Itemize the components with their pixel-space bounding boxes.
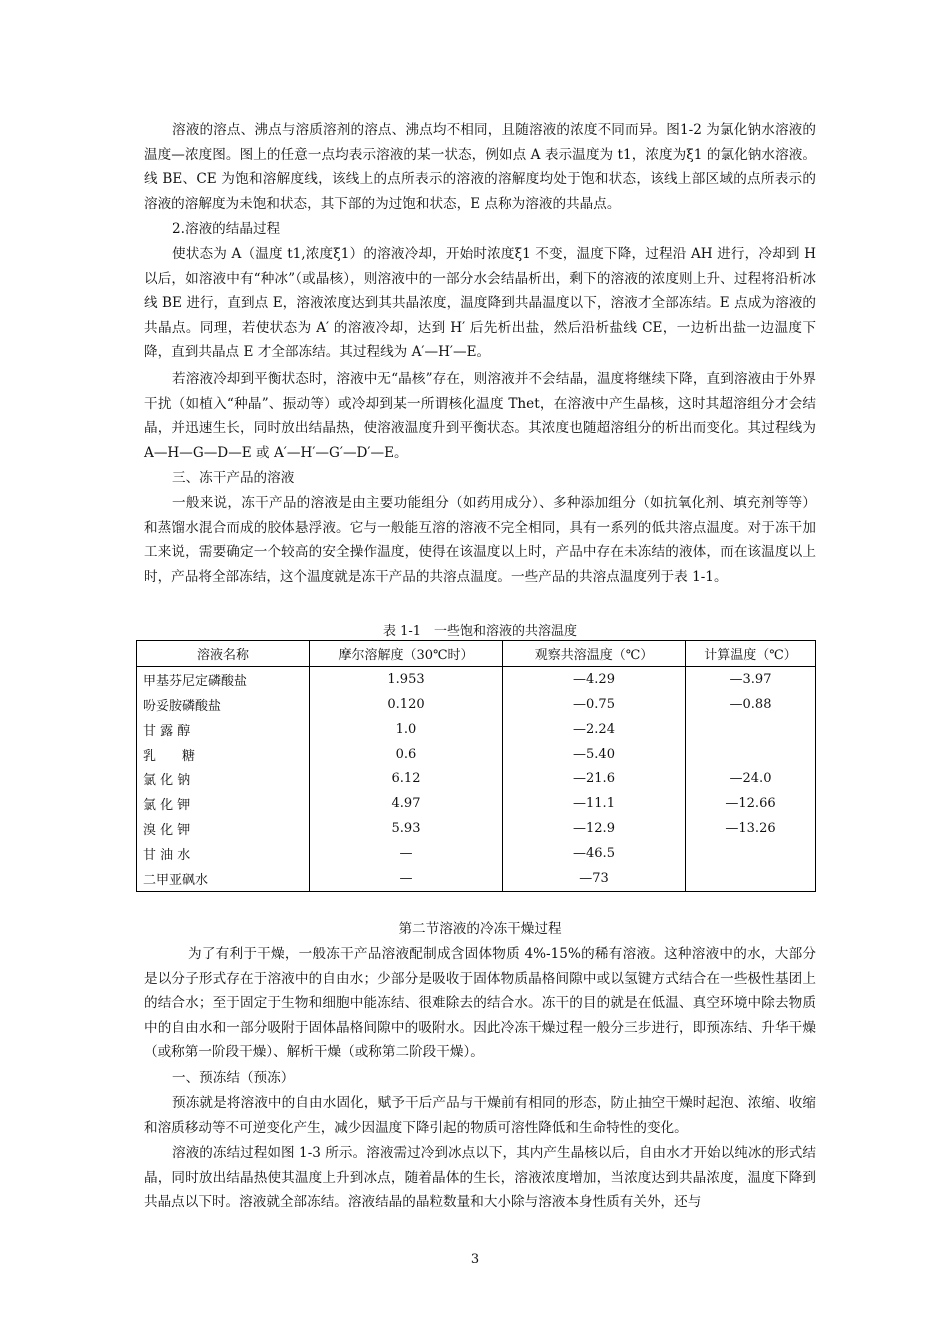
table-row — [137, 742, 816, 767]
cell-calculated-temp: —13.26 — [686, 816, 816, 841]
table-header-row — [137, 641, 816, 667]
cell-observed-temp: —73 — [503, 866, 686, 891]
table-row — [137, 692, 816, 717]
cell-observed-temp: —12.9 — [503, 816, 686, 841]
table-row — [137, 791, 816, 816]
table-row — [137, 666, 816, 691]
cell-calculated-temp — [686, 841, 816, 866]
cell-name: 甲基芬尼定磷酸盐 — [137, 666, 310, 691]
paragraph-crystallization-process: 使状态为 A（温度 t1,浓度ξ1）的溶液冷却，开始时浓度ξ1 不变，温度下降，过程沿 AH 进行，冷却到 H 以后，如溶液中有“种冰”（或晶核），则溶液中的一部分水会结晶析出，剩下的溶液的浓度则上升、过程将沿析冰线 BE 进行，直到点 E，溶液浓度达到其共晶浓度，温度降到共晶温度以下，溶液才全部冻结。E 点成为溶液的共晶点。同理，若使状态为 A′ 的溶液冷却，达到 H′ 后先析出盐，然后沿析盐线 CE，一边析出盐一边温度下降，直到共晶点 E 才全部冻结。其过程线为 A′—H′—E。 — [144, 246, 816, 361]
paragraph-eutectic-intro: 溶液的溶点、沸点与溶质溶剂的溶点、沸点均不相同，且随溶液的浓度不同而异。图1-2 为氯化钠水溶液的温度—浓度图。图上的任意一点均表示溶液的某一状态，例如点 A 表示温度为 t1，浓度为ξ1 的氯化钠水溶液。线 BE、CE 为饱和溶解度线，该线上的点所表示的溶液的溶解度均处于饱和状态，该线上部区域的点所表示的溶液的溶解度为未饱和状态，其下部的为过饱和状态，E 点称为溶液的共晶点。 — [144, 122, 816, 212]
table-row — [137, 841, 816, 866]
cell-name: 吩妥胺磷酸盐 — [137, 692, 310, 717]
cell-observed-temp: —4.29 — [503, 666, 686, 691]
paragraph-prefreezing: 预冻就是将溶液中的自由水固化，赋予干后产品与干燥前有相同的形态，防止抽空干燥时起泡、浓缩、收缩和溶质移动等不可逆变化产生，减少因温度下降引起的物质可溶性降低和生命特性的变化。 — [144, 1095, 816, 1136]
cell-solubility: 0.120 — [310, 692, 503, 717]
column-header: 溶液名称 — [137, 641, 310, 667]
cell-calculated-temp — [686, 742, 816, 767]
cell-name: 甘 露 醇 — [137, 717, 310, 742]
cell-calculated-temp: —24.0 — [686, 766, 816, 791]
paragraph-freeze-drying-overview: 为了有利于干燥，一般冻干产品溶液配制成含固体物质 4%-15%的稀有溶液。这种溶液中的水，大部分是以分子形式存在于溶液中的自由水；少部分是吸收于固体物质晶格间隙中或以氢键方式结合在一些极性基团上的结合水；至于固定于生物和细胞中能冻结、很难除去的结合水。冻干的目的就是在低温、真空环境中除去物质中的自由水和一部分吸附于固体晶格间隙中的吸附水。因此冷冻干燥过程一般分三步进行，即预冻结、升华干燥（或称第一阶段干燥）、解析干燥（或称第二阶段干燥）。 — [144, 946, 816, 1061]
paragraph-freezing-process: 溶液的冻结过程如图 1-3 所示。溶液需过冷到冰点以下，其内产生晶核以后，自由水才开始以纯冰的形式结晶，同时放出结晶热使其温度上升到冰点，随着晶体的生长，溶液浓度增加，当浓度达到共晶浓度，温度下降到共晶点以下时。溶液就全部冻结。溶液结晶的晶粒数量和大小除与溶液本身性质有关外，还与 — [144, 1145, 816, 1211]
paragraph-freeze-dried-solution: 一般来说，冻干产品的溶液是由主要功能组分（如药用成分）、多种添加组分（如抗氧化剂、填充剂等等）和蒸馏水混合而成的胶体悬浮液。它与一般能互溶的溶液不完全相同，具有一系列的低共溶点温度。对于冻干加工来说，需要确定一个较高的安全操作温度，使得在该温度以上时，产品中存在未冻结的液体，而在该温度以上时，产品将全部冻结，这个温度就是冻干产品的共溶点温度。一些产品的共溶点温度列于表 1-1。 — [144, 495, 816, 585]
cell-name: 乳 糖 — [137, 742, 310, 767]
column-header: 观察共溶温度（℃） — [503, 641, 686, 667]
cell-solubility: — — [310, 866, 503, 891]
cell-name: 二甲亚砜水 — [137, 866, 310, 891]
cell-solubility: 6.12 — [310, 766, 503, 791]
cell-observed-temp: —2.24 — [503, 717, 686, 742]
cell-observed-temp: —46.5 — [503, 841, 686, 866]
heading-prefreezing: 一、预冻结（预冻） — [172, 1070, 295, 1086]
cell-calculated-temp: —12.66 — [686, 791, 816, 816]
section-title: 第二节溶液的冷冻干燥过程 — [398, 921, 562, 937]
cell-calculated-temp — [686, 866, 816, 891]
cell-name: 氯 化 钾 — [137, 791, 310, 816]
column-header: 摩尔溶解度（30℃时） — [310, 641, 503, 667]
cell-solubility: 5.93 — [310, 816, 503, 841]
cell-calculated-temp: —3.97 — [686, 666, 816, 691]
column-header: 计算温度（℃） — [686, 641, 816, 667]
eutectic-temperature-table — [136, 640, 816, 892]
table-row — [137, 816, 816, 841]
cell-solubility: 4.97 — [310, 791, 503, 816]
cell-name: 甘 油 水 — [137, 841, 310, 866]
cell-observed-temp: —0.75 — [503, 692, 686, 717]
cell-calculated-temp: —0.88 — [686, 692, 816, 717]
table-row — [137, 866, 816, 891]
table-row — [137, 766, 816, 791]
cell-solubility: 1.953 — [310, 666, 503, 691]
page-number: 3 — [470, 1252, 480, 1267]
cell-observed-temp: —5.40 — [503, 742, 686, 767]
cell-solubility: 1.0 — [310, 717, 503, 742]
cell-calculated-temp — [686, 717, 816, 742]
cell-observed-temp: —11.1 — [503, 791, 686, 816]
heading-freeze-dried-solution: 三、冻干产品的溶液 — [172, 470, 295, 486]
cell-name: 溴 化 钾 — [137, 816, 310, 841]
paragraph-supercooling: 若溶液冷却到平衡状态时，溶液中无“晶核”存在，则溶液并不会结晶，温度将继续下降，直到溶液由于外界干扰（如植入“种晶”、振动等）或冷却到某一所谓核化温度 Thet，在溶液中产生晶核，这时其超溶组分才会结晶，并迅速生长，同时放出结晶热，使溶液温度升到平衡状态。其浓度也随超溶组分的析出而变化。其过程线为 A—H—G—D—E 或 A′—H′—G′—D′—E。 — [144, 371, 816, 461]
table-caption: 表 1-1 一些饱和溶液的共溶温度 — [382, 624, 578, 639]
table-row — [137, 717, 816, 742]
cell-solubility: 0.6 — [310, 742, 503, 767]
heading-crystallization: 2.溶液的结晶过程 — [172, 221, 281, 237]
cell-solubility: — — [310, 841, 503, 866]
cell-name: 氯 化 钠 — [137, 766, 310, 791]
cell-observed-temp: —21.6 — [503, 766, 686, 791]
